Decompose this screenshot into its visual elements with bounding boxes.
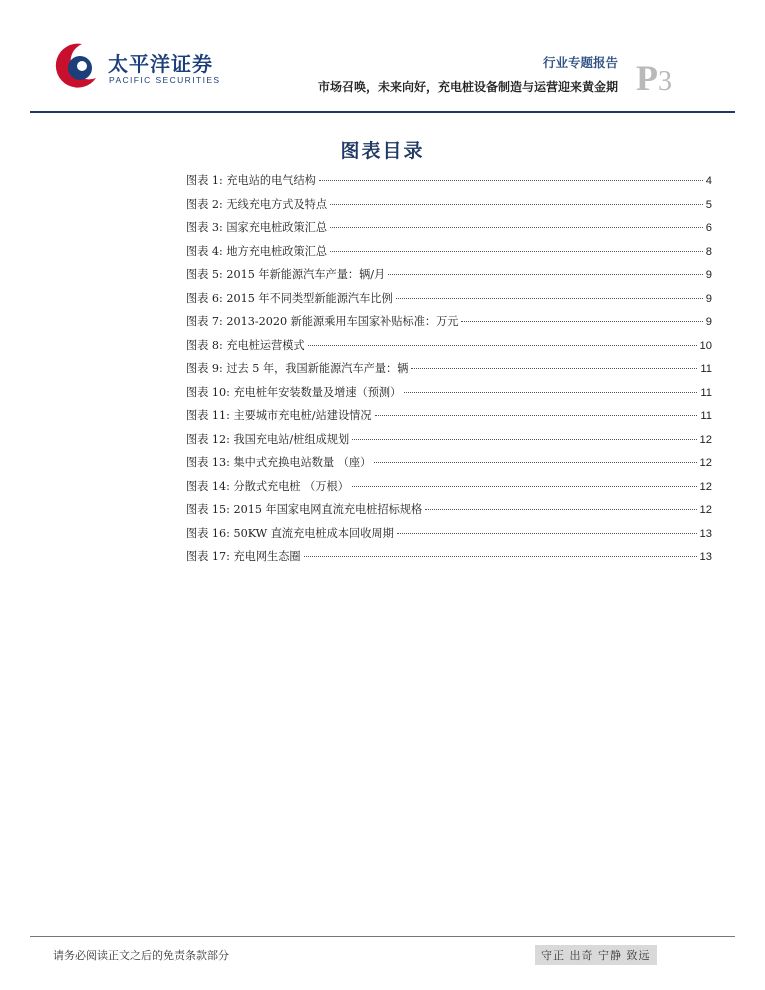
toc-entry-label: 图表 10: 充电桩年安装数量及增速（预测） (186, 385, 402, 399)
toc-entry-page: 9 (705, 269, 712, 281)
toc-leader-dots (461, 321, 702, 322)
toc-leader-dots (396, 298, 703, 299)
toc-entry-page: 11 (700, 410, 712, 422)
toc-entry-label: 图表 16: 50KW 直流充电桩成本回收周期 (186, 526, 394, 540)
footer-divider (30, 936, 735, 937)
page-number-value: 3 (658, 66, 672, 97)
toc-entry[interactable] (186, 290, 712, 314)
toc-entry-label: 图表 17: 充电网生态圈 (186, 550, 301, 563)
toc-leader-dots (308, 345, 697, 346)
toc-entry-page: 13 (699, 527, 712, 540)
toc-leader-dots (411, 368, 697, 369)
toc-entry[interactable] (186, 407, 712, 431)
toc-leader-dots (352, 486, 697, 487)
toc-entry[interactable] (186, 454, 712, 478)
pacific-securities-logo-icon (52, 40, 104, 92)
company-logo (52, 40, 222, 92)
toc-entry[interactable] (186, 337, 712, 361)
toc-entry-label: 图表 2: 无线充电方式及特点 (186, 197, 328, 211)
toc-entry-label: 图表 15: 2015 年国家电网直流充电桩招标规格 (186, 503, 423, 516)
toc-entry[interactable] (186, 525, 712, 549)
report-type: 行业专题报告 (542, 55, 618, 70)
toc-leader-dots (388, 274, 703, 275)
toc-entry[interactable] (186, 243, 712, 267)
toc-entry[interactable] (186, 478, 712, 502)
toc-leader-dots (425, 509, 696, 510)
page-letter: P (636, 58, 658, 98)
toc-entry-label: 图表 12: 我国充电站/桩组成规划 (186, 432, 350, 446)
footer-motto: 守正 出奇 宁静 致远 (535, 945, 657, 965)
toc-leader-dots (352, 439, 696, 440)
logo-chinese-name: 太平洋证券 (108, 52, 213, 76)
toc-entry[interactable] (186, 431, 712, 455)
toc-entry-page: 6 (705, 222, 712, 234)
toc-entry-page: 13 (699, 551, 712, 563)
toc-entry-page: 8 (705, 245, 712, 258)
toc-entry-label: 图表 3: 国家充电桩政策汇总 (186, 221, 328, 234)
toc-entry-label: 图表 6: 2015 年不同类型新能源汽车比例 (186, 291, 393, 305)
toc-entry[interactable] (186, 501, 712, 525)
toc-entry[interactable] (186, 384, 712, 408)
table-of-figures (186, 172, 712, 572)
toc-entry-label: 图表 4: 地方充电桩政策汇总 (186, 244, 328, 258)
toc-entry-label: 图表 14: 分散式充电桩 （万根） (186, 479, 349, 493)
toc-entry-page: 11 (700, 363, 712, 375)
report-title: 市场召唤，未来向好，充电桩设备制造与运营迎来黄金期 (317, 80, 618, 94)
toc-leader-dots (304, 556, 697, 557)
toc-entry-label: 图表 11: 主要城市充电桩/站建设情况 (186, 409, 372, 422)
footer-disclaimer: 请务必阅读正文之后的免责条款部分 (53, 949, 229, 962)
toc-leader-dots (374, 462, 696, 463)
toc-entry-label: 图表 13: 集中式充换电站数量 （座） (186, 456, 372, 469)
toc-heading: 图表目录 (340, 140, 425, 162)
toc-entry-page: 5 (705, 198, 712, 211)
toc-entry-page: 12 (699, 504, 712, 516)
toc-leader-dots (404, 392, 697, 393)
toc-entry-page: 12 (699, 480, 712, 493)
toc-entry-page: 9 (705, 292, 712, 305)
toc-entry-page: 11 (700, 386, 712, 399)
toc-entry[interactable] (186, 196, 712, 220)
toc-entry-label: 图表 1: 充电站的电气结构 (186, 174, 316, 187)
logo-english-name: PACIFIC SECURITIES (109, 75, 221, 85)
toc-entry-label: 图表 5: 2015 年新能源汽车产量：辆/月 (186, 268, 386, 281)
toc-entry-page: 12 (699, 457, 712, 469)
toc-entry[interactable] (186, 266, 712, 290)
toc-entry[interactable] (186, 548, 712, 572)
toc-entry-page: 10 (699, 339, 712, 352)
toc-leader-dots (330, 227, 703, 228)
toc-entry-label: 图表 7: 2013-2020 新能源乘用车国家补贴标准：万元 (186, 315, 459, 328)
toc-entry-label: 图表 9: 过去 5 年，我国新能源汽车产量：辆 (186, 362, 409, 375)
toc-leader-dots (397, 533, 697, 534)
page-number (636, 60, 672, 100)
toc-leader-dots (330, 251, 703, 252)
toc-leader-dots (330, 204, 703, 205)
toc-entry[interactable] (186, 172, 712, 196)
toc-leader-dots (375, 415, 698, 416)
toc-entry[interactable] (186, 360, 712, 384)
toc-entry[interactable] (186, 219, 712, 243)
toc-entry-page: 9 (705, 316, 712, 328)
toc-entry-page: 12 (699, 433, 712, 446)
header-divider (30, 111, 735, 113)
toc-entry-label: 图表 8: 充电桩运营模式 (186, 338, 305, 352)
toc-entry-page: 4 (705, 175, 712, 187)
toc-leader-dots (319, 180, 703, 181)
toc-entry[interactable] (186, 313, 712, 337)
